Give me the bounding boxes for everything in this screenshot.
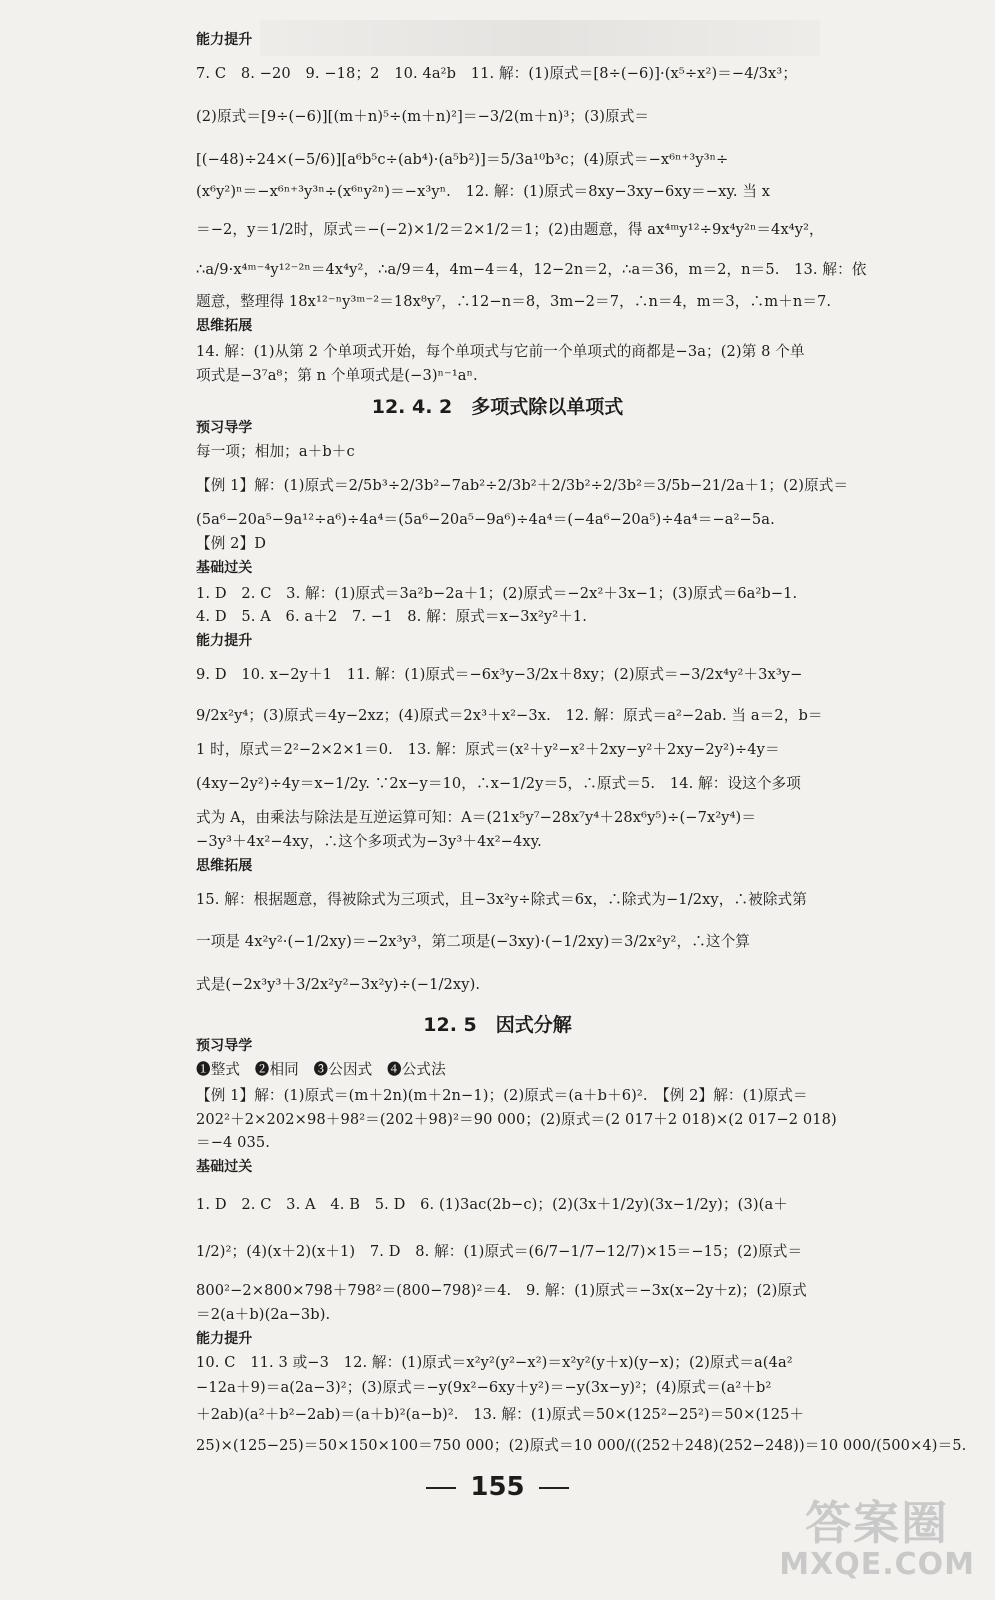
answer-line: 10. C 11. 3 或−3 12. 解：(1)原式＝x²y²(y²−x²)＝x²y²(y＋x)(y−x)；(2)原式＝a(4a² [196, 1354, 793, 1371]
answer-line: 9/2x²y⁴；(3)原式＝4y−2xz；(4)原式＝2x³＋x²−3x. 12. 解：原式＝a²−2ab. 当 a＝2，b＝ [196, 707, 823, 724]
heading-preview: 预习导学 [196, 1038, 253, 1054]
answer-line: 式是(−2x³y³＋3/2x²y²−3x²y)÷(−1/2xy). [196, 976, 481, 993]
heading-ability: 能力提升 [196, 1331, 253, 1347]
answer-line: ＝−2，y＝1/2时，原式＝−(−2)×1/2＝2×1/2＝1；(2)由题意，得 ax⁴ᵐy¹²÷9x⁴y²ⁿ＝4x⁴y²， [196, 221, 824, 238]
answer-line: ＝−4 035. [196, 1134, 271, 1151]
page-number-dash [426, 1487, 456, 1489]
answer-line: 25)×(125−25)＝50×150×100＝750 000；(2)原式＝10 000/((252＋248)(252−248))＝10 000/(500×4)＝5. [196, 1437, 967, 1454]
heading-basic: 基础过关 [196, 1159, 253, 1175]
answer-line: (2)原式＝[9÷(−6)][(m＋n)⁵÷(m＋n)²]＝−3/2(m＋n)³；(3)原式＝ [196, 108, 650, 125]
watermark-logo [779, 1487, 975, 1582]
heading-extension: 思维拓展 [196, 858, 253, 874]
answer-line: −3y³＋4x²−4xy，∴这个多项式为−3y³＋4x²−4xy. [196, 833, 542, 850]
answer-line: ＋2ab)(a²＋b²−2ab)＝(a＋b)²(a−b)². 13. 解：(1)原式＝50×(125²−25²)＝50×(125＋ [196, 1406, 805, 1423]
heading-ability: 能力提升 [196, 32, 253, 48]
answer-line: 14. 解：(1)从第 2 个单项式开始，每个单项式与它前一个单项式的商都是−3a；(2)第 8 个单 [196, 343, 805, 360]
page-number-dash [539, 1487, 569, 1489]
answer-line: ∴a/9·x⁴ᵐ⁻⁴y¹²⁻²ⁿ＝4x⁴y²，∴a/9＝4，4m−4＝4，12−2n＝2，∴a＝36，m＝2，n＝5. 13. 解：依 [196, 261, 867, 278]
answer-line: (x⁶y²)ⁿ＝−x⁶ⁿ⁺³y³ⁿ÷(x⁶ⁿy²ⁿ)＝−x³yⁿ. 12. 解：(1)原式＝8xy−3xy−6xy＝−xy. 当 x [196, 183, 771, 200]
answer-line: 15. 解：根据题意，得被除式为三项式，且−3x²y÷除式＝6x，∴除式为−1/2xy，∴被除式第 [196, 891, 807, 908]
heading-preview: 预习导学 [196, 420, 253, 436]
answer-line: 1. D 2. C 3. 解：(1)原式＝3a²b−2a＋1；(2)原式＝−2x²＋3x−1；(3)原式＝6a²b−1. [196, 585, 798, 602]
answer-line: 项式是−3⁷a⁸；第 n 个单项式是(−3)ⁿ⁻¹aⁿ. [196, 367, 478, 384]
answer-line: 1 时，原式＝2²−2×2×1＝0. 13. 解：原式＝(x²＋y²−x²＋2xy−y²＋2xy−2y²)÷4y＝ [196, 741, 780, 758]
answer-line: 【例 1】解：(1)原式＝2/5b³÷2/3b²−7ab²÷2/3b²＋2/3b²÷2/3b²＝3/5b−21/2a＋1；(2)原式＝ [196, 477, 849, 494]
answer-line: ❶整式 ❷相同 ❸公因式 ❹公式法 [196, 1061, 446, 1078]
answer-line: 9. D 10. x−2y＋1 11. 解：(1)原式＝−6x³y−3/2x＋8xy；(2)原式＝−3/2x⁴y²＋3x³y− [196, 666, 803, 683]
watermark-bottom: MXQE.COM [779, 1547, 975, 1582]
heading-basic: 基础过关 [196, 560, 253, 576]
answer-line: 1/2)²；(4)(x＋2)(x＋1) 7. D 8. 解：(1)原式＝(6/7−1/7−12/7)×15＝−15；(2)原式＝ [196, 1243, 803, 1260]
answer-line: 一项是 4x²y²·(−1/2xy)＝−2x³y³，第二项是(−3xy)·(−1/2xy)＝3/2x²y²，∴这个算 [196, 933, 750, 950]
answer-line: [(−48)÷24×(−5/6)][a⁶b⁵c÷(ab⁴)·(a⁵b²)]＝5/3a¹⁰b³c；(4)原式＝−x⁶ⁿ⁺³y³ⁿ÷ [196, 151, 729, 168]
answer-line: (5a⁶−20a⁵−9a¹²÷a⁶)÷4a⁴＝(5a⁶−20a⁵−9a⁶)÷4a⁴＝(−4a⁶−20a⁵)÷4a⁴＝−a²−5a. [196, 511, 775, 528]
answer-line: 202²＋2×202×98＋98²＝(202＋98)²＝90 000；(2)原式＝(2 017＋2 018)×(2 017−2 018) [196, 1111, 837, 1128]
answer-line: ＝2(a＋b)(2a−3b). [196, 1306, 331, 1323]
answer-line: 式为 A，由乘法与除法是互逆运算可知：A＝(21x⁵y⁷−28x⁷y⁴＋28x⁶y⁵)÷(−7x²y⁴)＝ [196, 809, 757, 826]
answer-line: 【例 1】解：(1)原式＝(m＋2n)(m＋2n−1)；(2)原式＝(a＋b＋6)². 【例 2】解：(1)原式＝ [196, 1087, 808, 1104]
answer-line: (4xy−2y²)÷4y＝x−1/2y. ∵2x−y＝10，∴x−1/2y＝5，∴原式＝5. 14. 解：设这个多项 [196, 775, 801, 792]
answer-line: 题意，整理得 18x¹²⁻ⁿy³ᵐ⁻²＝18x⁸y⁷，∴12−n＝8，3m−2＝7，∴n＝4，m＝3，∴m＋n＝7. [196, 293, 832, 310]
heading-ability: 能力提升 [196, 633, 253, 649]
watermark-top: 答案圈 [805, 1496, 950, 1550]
answer-line: 4. D 5. A 6. a＋2 7. −1 8. 解：原式＝x−3x²y²＋1. [196, 608, 588, 625]
answer-line: 【例 2】D [196, 535, 267, 552]
answer-line: 1. D 2. C 3. A 4. B 5. D 6. (1)3ac(2b−c)；(2)(3x＋1/2y)(3x−1/2y)；(3)(a＋ [196, 1196, 788, 1213]
answer-line: 每一项；相加；a＋b＋c [196, 443, 355, 460]
page-number-value: 155 [470, 1472, 525, 1502]
section-title: 12. 5 因式分解 [423, 1014, 572, 1036]
section-title: 12. 4. 2 多项式除以单项式 [371, 396, 624, 418]
answer-line: 7. C 8. −20 9. −18；2 10. 4a²b 11. 解：(1)原式＝[8÷(−6)]·(x⁵÷x²)＝−4/3x³； [196, 65, 798, 82]
heading-extension: 思维拓展 [196, 318, 253, 334]
answer-line: 800²−2×800×798＋798²＝(800−798)²＝4. 9. 解：(1)原式＝−3x(x−2y＋z)；(2)原式 [196, 1282, 807, 1299]
answer-line: −12a＋9)＝a(2a−3)²；(3)原式＝−y(9x²−6xy＋y²)＝−y(3x−y)²；(4)原式＝(a²＋b² [196, 1379, 772, 1396]
